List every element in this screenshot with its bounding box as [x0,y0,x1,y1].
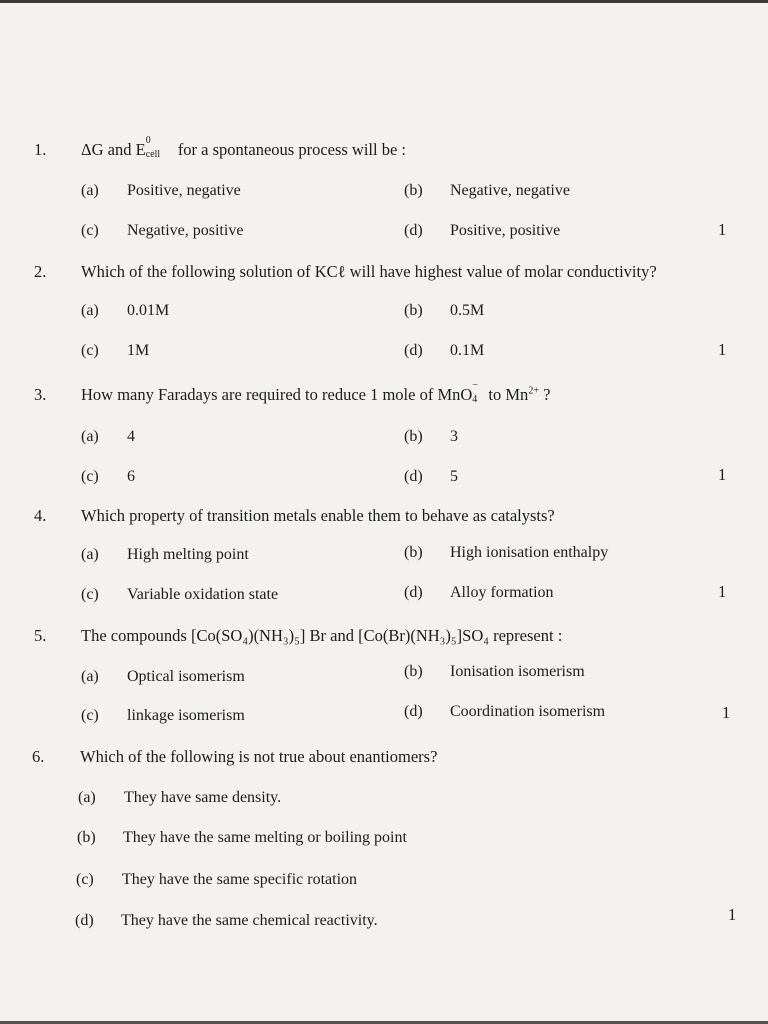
question-number: 4. [34,506,47,525]
question-text: ΔG and E 0 cell for a spontaneous process will be : [81,135,407,160]
question-text: Which property of transition metals enable them to behave as catalysts? [81,506,555,525]
marks-label: 1 [728,905,737,924]
top-border [0,0,768,3]
question-number: 5. [34,626,47,645]
marks-label: 1 [718,340,727,359]
marks-label: 1 [722,703,731,722]
question-text: Which of the following solution of KCℓ will have highest value of molar conductivity? [81,262,657,281]
question-number: 2. [34,262,47,281]
question-text: The compounds [Co(SO₄)(NH₃)₅] Br and [Co(Br)(NH₃)₅]SO₄ represent : [81,626,563,645]
question-text: Which of the following is not true about enantiomers? [80,747,438,766]
question-number: 6. [32,747,45,766]
marks-label: 1 [718,220,727,239]
exam-page: 1. ΔG and E 0 cell for a spontaneous process will be : (a) Positive, negative (b) Negative, negative (c) Negative, positive (d) Positive, positive 1 2. Which of the following solution of KCℓ will have highest value of molar conductivity? (a) 0.01M (b) 0.5M (c) 1M (d) 0.1M 1 3. How many Faradays are required to reduce 1 mole of MnO − 4 to $Mn^{2+}$ ? (a) 4 (b) 3 (c) 6 (d) 5 1 4. Which property of transition metals enable them to behave as catalysts? (a) High melting point (b) High ionisation enthalpy (c) Variable oxidation state (d) Alloy formation 1 5. The compounds [Co(SO₄)(NH₃)₅] Br and [Co(Br)(NH₃)₅]SO₄ represent : (a) Optical isomerism (b) Ionisation isomerism (c) linkage isomerism (d) Coordination isomerism 1 6. Which of the following is not true about enantiomers? (a) They have same density. (b) They have the same melting or boiling point (c) They have the same specific rotation (d) They have the same chemical reactivity. 1 [0,0,768,1024]
question-text: How many Faradays are required to reduce 1 mole of MnO − 4 to $Mn^{2+}$ ? [81,380,551,405]
question-number: 1. [34,140,47,159]
marks-label: 1 [718,465,727,484]
marks-label: 1 [718,582,727,601]
question-number: 3. [34,385,47,404]
